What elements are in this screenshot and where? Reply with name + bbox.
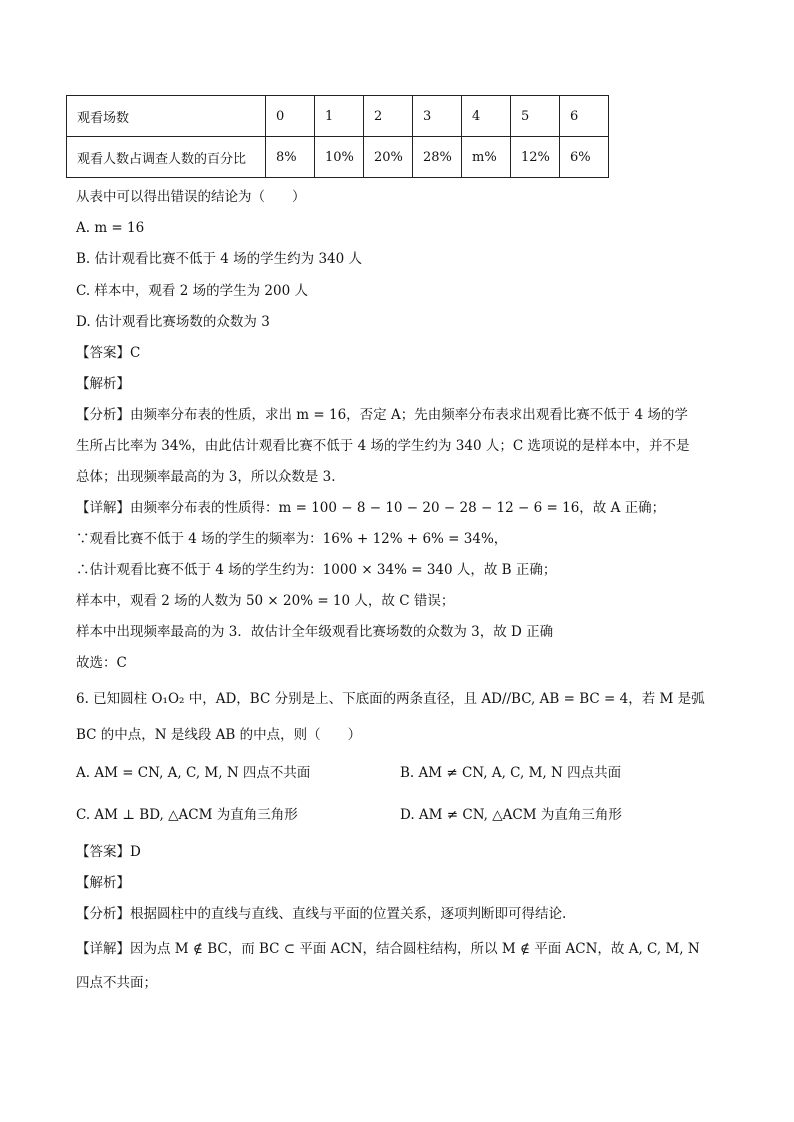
question-stem: 6. 已知圆柱 O₁O₂ 中，AD，BC 分别是上、下底面的两条直径，且 AD//BC, AB = BC = 4，若 M 是弧: [76, 691, 705, 707]
analysis-line: 【分析】根据圆柱中的直线与直线、直线与平面的位置关系，逐项判断即可得结论.: [76, 906, 567, 922]
table-cell: 5: [511, 96, 560, 137]
detail-line: 故选：C: [76, 655, 127, 671]
option-c: C. 样本中，观看 2 场的学生为 200 人: [76, 283, 308, 299]
detail-line: 【详解】由频率分布表的性质得：m = 100 − 8 − 10 − 20 − 28 − 12 − 6 = 16，故 A 正确；: [76, 500, 666, 516]
analysis-line: 生所占比率为 34%，由此估计观看比赛不低于 4 场的学生约为 340 人；C 选项说的是样本中，并不是: [76, 438, 690, 454]
option-a: A. AM = CN, A, C, M, N 四点不共面: [76, 765, 311, 781]
table-cell: 12%: [511, 137, 560, 178]
option-b: B. AM ≠ CN, A, C, M, N 四点共面: [400, 765, 622, 781]
option-d: D. AM ≠ CN, △ACM 为直角三角形: [400, 807, 622, 823]
table-header-label: 观看场数: [67, 96, 266, 137]
detail-line: 样本中，观看 2 场的人数为 50 × 20% = 10 人，故 C 错误；: [76, 593, 455, 609]
detail-line: ∴估计观看比赛不低于 4 场的学生约为：1000 × 34% = 340 人，故 B 正确；: [76, 562, 557, 578]
table-cell: 2: [364, 96, 413, 137]
detail-line: ∵观看比赛不低于 4 场的学生的频率为：16% + 12% + 6% = 34%，: [76, 531, 508, 547]
table-cell: 3: [413, 96, 462, 137]
answer-line: 【答案】C: [76, 345, 141, 361]
option-a: A. m = 16: [76, 220, 145, 236]
analysis-line: 【分析】由频率分布表的性质，求出 m = 16，否定 A；先由频率分布表求出观看比赛不低于 4 场的学: [76, 407, 688, 423]
analysis-heading: 【解析】: [76, 376, 130, 392]
table-cell: 20%: [364, 137, 413, 178]
analysis-line: 总体；出现频率最高的为 3，所以众数是 3.: [76, 469, 336, 485]
table-cell: m%: [462, 137, 511, 178]
detail-line: 样本中出现频率最高的为 3．故估计全年级观看比赛场数的众数为 3，故 D 正确: [76, 624, 554, 640]
option-d: D. 估计观看比赛场数的众数为 3: [76, 314, 270, 330]
table-cell: 6%: [560, 137, 609, 178]
table-cell: 1: [315, 96, 364, 137]
option-c: C. AM ⊥ BD, △ACM 为直角三角形: [76, 807, 298, 823]
table-cell: 0: [266, 96, 315, 137]
analysis-heading: 【解析】: [76, 875, 130, 891]
table-cell: 8%: [266, 137, 315, 178]
option-b: B. 估计观看比赛不低于 4 场的学生约为 340 人: [76, 251, 363, 267]
table-cell: 6: [560, 96, 609, 137]
table-row-label: 观看人数占调查人数的百分比: [67, 137, 266, 178]
table-row: [67, 137, 609, 178]
table-cell: 10%: [315, 137, 364, 178]
table-cell: 28%: [413, 137, 462, 178]
detail-line: 四点不共面；: [76, 975, 157, 991]
answer-line: 【答案】D: [76, 844, 141, 860]
detail-line: 【详解】因为点 M ∉ BC，而 BC ⊂ 平面 ACN，结合圆柱结构，所以 M ∉ 平面 ACN，故 A, C, M, N: [76, 941, 700, 957]
table-cell: 4: [462, 96, 511, 137]
frequency-table: [66, 95, 609, 178]
question-stem: 从表中可以得出错误的结论为（ ）: [76, 189, 306, 205]
question-stem: BC 的中点，N 是线段 AB 的中点，则（ ）: [76, 727, 362, 743]
table-row: [67, 96, 609, 137]
